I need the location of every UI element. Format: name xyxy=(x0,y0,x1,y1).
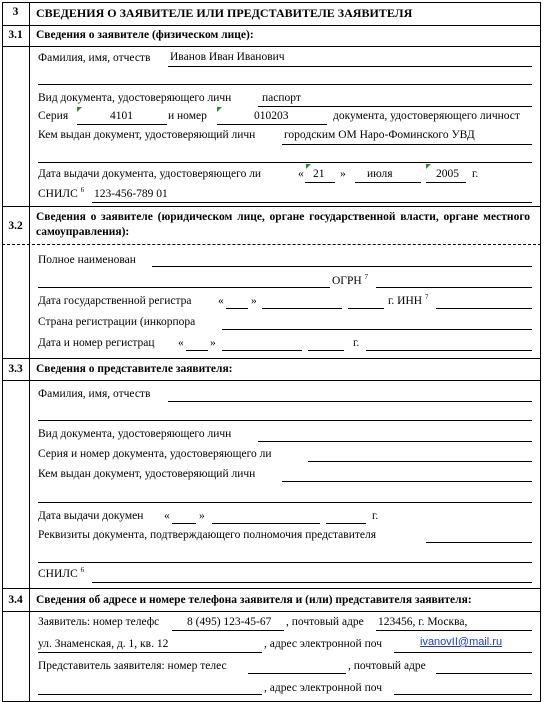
reg-num-day-underline xyxy=(186,350,208,351)
email-label: , адрес электронной поч xyxy=(264,638,382,650)
rep-email-label: , адрес электронной поч xyxy=(264,682,382,694)
quote-open: « xyxy=(298,168,304,180)
reg-date-label: Дата государственной регистра xyxy=(38,295,192,307)
rep-issued-by-underline-2 xyxy=(38,502,532,503)
reg-num-label: Дата и номер регистрац xyxy=(38,337,155,349)
fio-underline xyxy=(168,66,532,67)
divider xyxy=(2,25,541,26)
rep-phone-underline xyxy=(248,673,346,674)
rep-issued-by-label: Кем выдан документ, удостоверяющий личн xyxy=(38,468,256,480)
cell-marker xyxy=(217,107,222,112)
issue-month[interactable]: июля xyxy=(367,168,393,180)
rep-postal-underline xyxy=(436,673,532,674)
snils-label: СНИЛС $^6$ xyxy=(38,186,85,200)
number-value[interactable]: 010203 xyxy=(254,110,289,122)
rep-authority-underline-2 xyxy=(38,562,532,563)
section-title: СВЕДЕНИЯ О ЗАЯВИТЕЛЕ ИЛИ ПРЕДСТАВИТЕЛЕ ЗАЯВИТЕЛЯ xyxy=(36,6,413,20)
rep-doc-type-label: Вид документа, удостоверяющего личн xyxy=(38,428,232,440)
reg-day-underline xyxy=(226,308,248,309)
applicant-phone-underline xyxy=(172,630,284,631)
reg-num-month-underline xyxy=(222,350,302,351)
rep-address-underline xyxy=(38,694,262,695)
divider xyxy=(2,206,541,207)
doc-type-label: Вид документа, удостоверяющего личн xyxy=(38,92,232,104)
snils-value[interactable]: 123-456-789 01 xyxy=(94,188,168,200)
address-continuation[interactable]: ул. Знаменская, д. 1, кв. 12 xyxy=(38,638,169,650)
email-link[interactable]: ivanovII@mail.ru xyxy=(420,636,503,648)
subsection-number: 3.1 xyxy=(8,29,23,41)
rep-authority-underline xyxy=(426,542,532,543)
cell-marker xyxy=(306,164,311,169)
quote-close: » xyxy=(210,337,216,349)
issue-date-label: Дата выдачи документа, удостоверяющего ли xyxy=(38,168,262,180)
year-suffix: г. xyxy=(372,510,379,522)
rep-fio-label: Фамилия, имя, отчеств xyxy=(38,388,151,400)
divider xyxy=(2,611,541,612)
section-number: 3 xyxy=(12,6,19,18)
issued-by-label: Кем выдан документ, удостоверяющий личн xyxy=(38,129,256,141)
subsection-number: 3.4 xyxy=(8,594,23,606)
issue-day[interactable]: 21 xyxy=(313,168,325,180)
fio-value[interactable]: Иванов Иван Иванович xyxy=(170,51,285,63)
reg-year-underline xyxy=(348,308,384,309)
year-underline xyxy=(426,182,466,183)
subsection-number: 3.3 xyxy=(8,363,23,375)
reg-number-underline xyxy=(366,350,532,351)
postal-label: , почтовый адре xyxy=(286,616,364,628)
divider xyxy=(2,380,541,381)
cell-marker xyxy=(426,164,431,169)
country-underline xyxy=(222,329,532,330)
month-underline xyxy=(355,182,421,183)
doc-type-value[interactable]: паспорт xyxy=(262,92,301,104)
rep-fio-underline-2 xyxy=(38,420,532,421)
applicant-phone-value[interactable]: 8 (495) 123-45-67 xyxy=(187,616,272,628)
postal-underline xyxy=(376,630,532,631)
issued-by-value[interactable]: городским ОМ Наро-Фоминского УВД xyxy=(284,129,475,141)
subsection-title: Сведения о заявителе (физическом лице): xyxy=(36,29,254,41)
doc-label-tail: документа, удостоверяющего личност xyxy=(333,110,520,122)
inn-underline xyxy=(436,308,532,309)
issued-by-underline-2 xyxy=(38,162,532,163)
fio-underline-2 xyxy=(38,84,532,85)
rep-snils-label: СНИЛС $^6$ xyxy=(38,566,85,580)
year-suffix: г. xyxy=(472,168,479,180)
rep-postal-label: , почтовый адре xyxy=(348,660,426,672)
subsection-title: Сведения о заявителе (юридическом лице, органе государственной власти, органе местного самоуправления): xyxy=(36,211,530,238)
rep-snils-underline xyxy=(92,582,532,583)
rep-phone-label: Представитель заявителя: номер телес xyxy=(38,660,227,672)
divider xyxy=(2,588,541,589)
email-underline xyxy=(394,652,532,653)
subsection-title: Сведения о представителе заявителя: xyxy=(36,363,233,375)
full-name-label: Полное наименован xyxy=(38,254,136,266)
quote-open: « xyxy=(164,510,170,522)
rep-fio-underline xyxy=(168,401,532,402)
ogrn-underline xyxy=(376,287,532,288)
series-underline xyxy=(77,124,167,125)
rep-series-number-underline xyxy=(308,461,532,462)
rep-month-underline xyxy=(212,523,320,524)
number-underline xyxy=(217,124,327,125)
day-underline xyxy=(305,182,335,183)
rep-authority-label: Реквизиты документа, подтверждающего полномочия представителя xyxy=(38,529,377,541)
doc-type-underline xyxy=(258,106,532,107)
cell-marker xyxy=(77,107,82,112)
snils-underline xyxy=(92,202,532,203)
quote-close: » xyxy=(199,510,205,522)
quote-open: « xyxy=(218,295,224,307)
number-label: и номер xyxy=(168,110,207,122)
rep-issue-date-label: Дата выдачи докумен xyxy=(38,510,144,522)
rep-year-underline xyxy=(326,523,366,524)
fio-label: Фамилия, имя, отчеств xyxy=(38,52,151,64)
issue-year[interactable]: 2005 xyxy=(436,168,459,180)
rep-issued-by-underline xyxy=(282,481,532,482)
dashed-divider xyxy=(2,244,541,245)
rep-day-underline xyxy=(172,523,196,524)
full-name-underline-2 xyxy=(38,287,330,288)
subsection-title: Сведения об адресе и номере телефона заявителя и (или) представителя заявителя: xyxy=(36,594,472,606)
address-underline xyxy=(38,652,262,653)
number-column-divider xyxy=(29,2,30,702)
divider xyxy=(2,46,541,47)
rep-doc-type-underline xyxy=(258,441,532,442)
series-value[interactable]: 4101 xyxy=(110,110,133,122)
reg-month-underline xyxy=(262,308,342,309)
rep-series-number-label: Серия и номер документа, удостоверяющего ли xyxy=(38,448,272,460)
postal-value[interactable]: 123456, г. Москва, xyxy=(378,616,468,628)
series-label: Серия xyxy=(38,110,69,122)
reg-num-year-underline xyxy=(308,350,344,351)
quote-open: « xyxy=(178,337,184,349)
divider xyxy=(2,358,541,359)
ogrn-label: ОГРН $^7$ xyxy=(332,273,369,287)
year-suffix: г. xyxy=(353,337,360,349)
country-label: Страна регистрации (инкорпора xyxy=(38,316,196,328)
subsection-number: 3.2 xyxy=(8,220,23,232)
issued-by-underline xyxy=(282,144,532,145)
rep-email-underline xyxy=(394,694,532,695)
inn-label: г. ИНН $^7$ xyxy=(388,293,429,307)
quote-close: » xyxy=(340,168,346,180)
full-name-underline xyxy=(152,266,532,267)
quote-close: » xyxy=(251,295,257,307)
applicant-phone-label: Заявитель: номер телефс xyxy=(38,616,160,628)
